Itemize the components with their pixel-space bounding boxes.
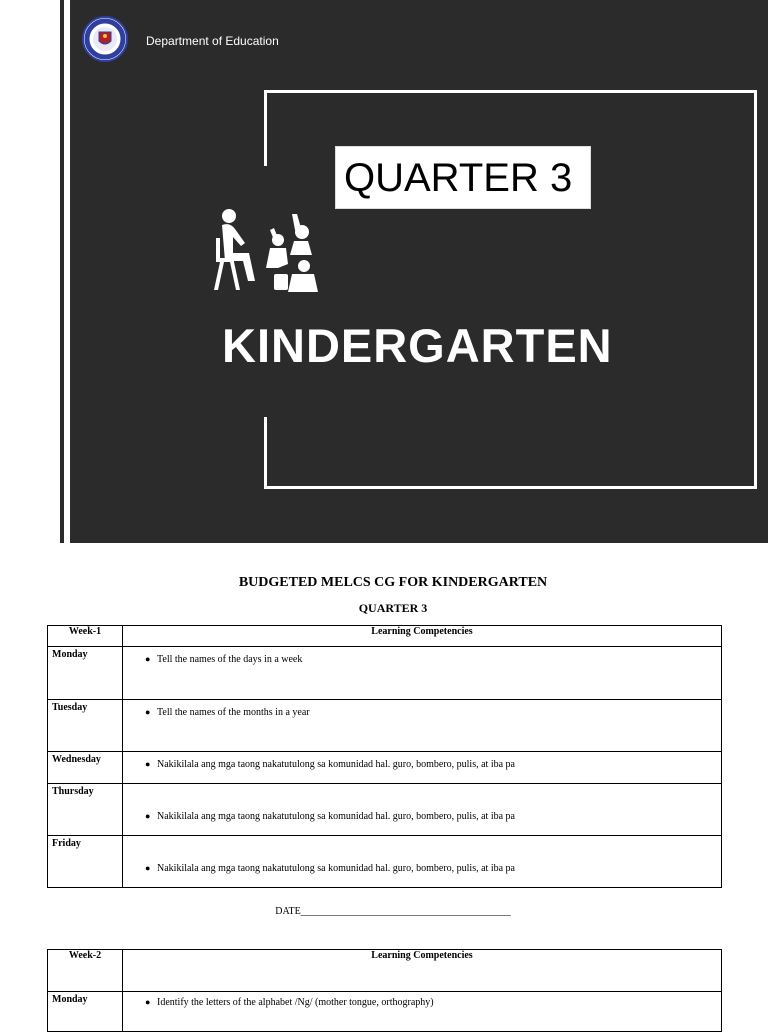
frame-right-border xyxy=(754,90,757,489)
table-header-row xyxy=(48,626,722,647)
competency-cell xyxy=(123,752,722,784)
competency-cell xyxy=(123,784,722,836)
bullet-icon: ● xyxy=(145,759,151,769)
teacher-students-icon xyxy=(212,208,322,294)
competency-cell xyxy=(123,647,722,700)
week2-table xyxy=(47,949,722,1032)
list-item xyxy=(143,707,721,718)
document-title: BUDGETED MELCS CG FOR KINDERGARTEN xyxy=(238,575,548,590)
list-item xyxy=(143,759,721,770)
table-row xyxy=(48,700,722,752)
competency-text: Tell the names of the months in a year xyxy=(157,707,310,718)
bullet-icon: ● xyxy=(145,811,151,821)
competency-text: Identify the letters of the alphabet /Ng/ (mother tongue, orthography) xyxy=(157,997,434,1008)
week-header: Week-2 xyxy=(48,950,123,992)
frame-left-top-border xyxy=(264,90,267,166)
table-row xyxy=(48,647,722,700)
bullet-icon: ● xyxy=(145,997,151,1007)
day-cell: Monday xyxy=(48,647,123,700)
level-title: KINDERGARTEN xyxy=(222,319,613,372)
list-item xyxy=(143,811,721,822)
day-cell: Friday xyxy=(48,836,123,888)
competency-text: Nakikilala ang mga taong nakatutulong sa komunidad hal. guro, bombero, pulis, at iba pa xyxy=(157,811,515,822)
day-cell: Wednesday xyxy=(48,752,123,784)
list-item xyxy=(143,654,721,665)
frame-top-border xyxy=(264,90,757,93)
frame-bottom-border xyxy=(264,486,757,489)
competency-text: Nakikilala ang mga taong nakatutulong sa komunidad hal. guro, bombero, pulis, at iba pa xyxy=(157,759,515,770)
week-header: Week-1 xyxy=(48,626,123,647)
bullet-icon: ● xyxy=(145,654,151,664)
competency-cell xyxy=(123,700,722,752)
date-field: DATE__________________________________________ xyxy=(275,906,511,917)
frame-left-bottom-border xyxy=(264,417,267,489)
deped-seal-logo xyxy=(82,16,128,62)
cover-panel xyxy=(64,0,768,543)
list-item xyxy=(143,997,721,1008)
day-cell: Tuesday xyxy=(48,700,123,752)
quarter-label: QUARTER 3 xyxy=(335,146,591,209)
org-name: Department of Education xyxy=(146,34,279,48)
table-row xyxy=(48,784,722,836)
document-subtitle: QUARTER 3 xyxy=(358,601,428,615)
list-item xyxy=(143,863,721,874)
competencies-header: Learning Competencies xyxy=(123,626,722,647)
bullet-icon: ● xyxy=(145,707,151,717)
day-cell: Thursday xyxy=(48,784,123,836)
competency-cell xyxy=(123,836,722,888)
competency-text: Tell the names of the days in a week xyxy=(157,654,303,665)
table-row xyxy=(48,992,722,1032)
table-row xyxy=(48,752,722,784)
week1-table xyxy=(47,625,722,888)
day-cell: Monday xyxy=(48,992,123,1032)
table-row xyxy=(48,836,722,888)
bullet-icon: ● xyxy=(145,863,151,873)
table-header-row xyxy=(48,950,722,992)
competencies-header: Learning Competencies xyxy=(123,950,722,992)
competency-text: Nakikilala ang mga taong nakatutulong sa komunidad hal. guro, bombero, pulis, at iba pa xyxy=(157,863,515,874)
competency-cell xyxy=(123,992,722,1032)
